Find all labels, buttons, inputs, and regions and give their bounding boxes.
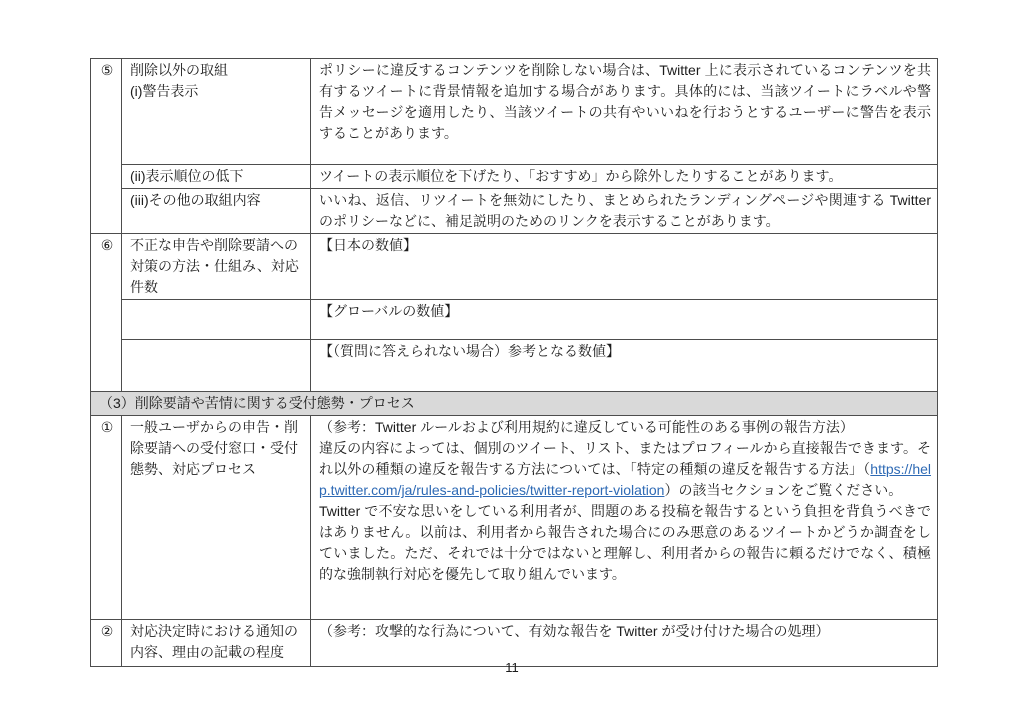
policy-qa-table — [90, 58, 938, 667]
paragraph-text: ）の該当セクションをご覧ください。 — [664, 482, 903, 498]
item-label-cell: 一般ユーザからの申告・削除要請への受付窓口・受付態勢、対応プロセス — [122, 416, 311, 620]
table-row — [91, 165, 938, 189]
item-label-line: 削除以外の取組 — [130, 62, 228, 78]
item-label-cell — [122, 59, 311, 165]
item-label-cell: (iii)その他の取組内容 — [122, 189, 311, 234]
item-label-cell — [122, 340, 311, 392]
item-label-cell — [122, 300, 311, 340]
section-header-row — [91, 392, 938, 416]
external-link[interactable]: https://help.twitter.com/ja/rules-and-policies/twitter-report-violation — [319, 461, 931, 498]
section-header-title: （3）削除要請や苦情に関する受付態勢・プロセス — [91, 392, 938, 416]
content-cell: 【（質問に答えられない場合）参考となる数値】 — [311, 340, 938, 392]
content-cell: ツイートの表示順位を下げたり、「おすすめ」から除外したりすることがあります。 — [311, 165, 938, 189]
content-cell: ポリシーに違反するコンテンツを削除しない場合は、Twitter 上に表示されているコンテンツを共有するツイートに背景情報を追加する場合があります。具体的には、当該ツイートにラベルや警告メッセージを適用したり、当該ツイートの共有やいいねを行おうとするユーザーに警告を表示することがあります。 — [311, 59, 938, 165]
reference-note: （参考：Twitter ルールおよび利用規約に違反している可能性のある事例の報告方法） — [319, 419, 854, 435]
paragraph-text: 違反の内容によっては、個別のツイート、リスト、またはプロフィールから直接報告できます。それ以外の種類の違反を報告する方法については、「特定の種類の違反を報告する方法」（ — [319, 440, 931, 477]
page-number: 11 — [505, 660, 519, 675]
content-cell: 【日本の数値】 — [311, 234, 938, 300]
table-row — [91, 416, 938, 620]
item-label-line: (i)警告表示 — [130, 83, 199, 99]
item-label-cell: 不正な申告や削除要請への対策の方法・仕組み、対応件数 — [122, 234, 311, 300]
item-label-cell: 対応決定時における通知の内容、理由の記載の程度 — [122, 620, 311, 667]
body-paragraph — [319, 438, 931, 501]
body-paragraph: Twitter で不安な思いをしている利用者が、問題のある投稿を報告するという負担を背負うべきではありません。以前は、利用者から報告された場合にのみ悪意のあるツイートかどうか調査をしていました。ただ、それでは十分ではないと理解し、利用者からの報告に頼るだけでなく、積極的な強制執行対応を優先して取り組んでいます。 — [319, 503, 931, 582]
table-row — [91, 340, 938, 392]
row-number-cell: ⑥ — [91, 234, 122, 392]
content-cell: 【グローバルの数値】 — [311, 300, 938, 340]
row-number-cell: ② — [91, 620, 122, 667]
table-row — [91, 234, 938, 300]
content-cell: いいね、返信、リツイートを無効にしたり、まとめられたランディングページや関連する Twitter のポリシーなどに、補足説明のためのリンクを表示することがあります。 — [311, 189, 938, 234]
table-row — [91, 189, 938, 234]
item-label-cell: (ii)表示順位の低下 — [122, 165, 311, 189]
table-row — [91, 300, 938, 340]
row-number-cell: ① — [91, 416, 122, 620]
table-row — [91, 59, 938, 165]
content-cell — [311, 416, 938, 620]
content-cell: （参考：攻撃的な行為について、有効な報告を Twitter が受け付けた場合の処理） — [311, 620, 938, 667]
row-number-cell: ⑤ — [91, 59, 122, 234]
